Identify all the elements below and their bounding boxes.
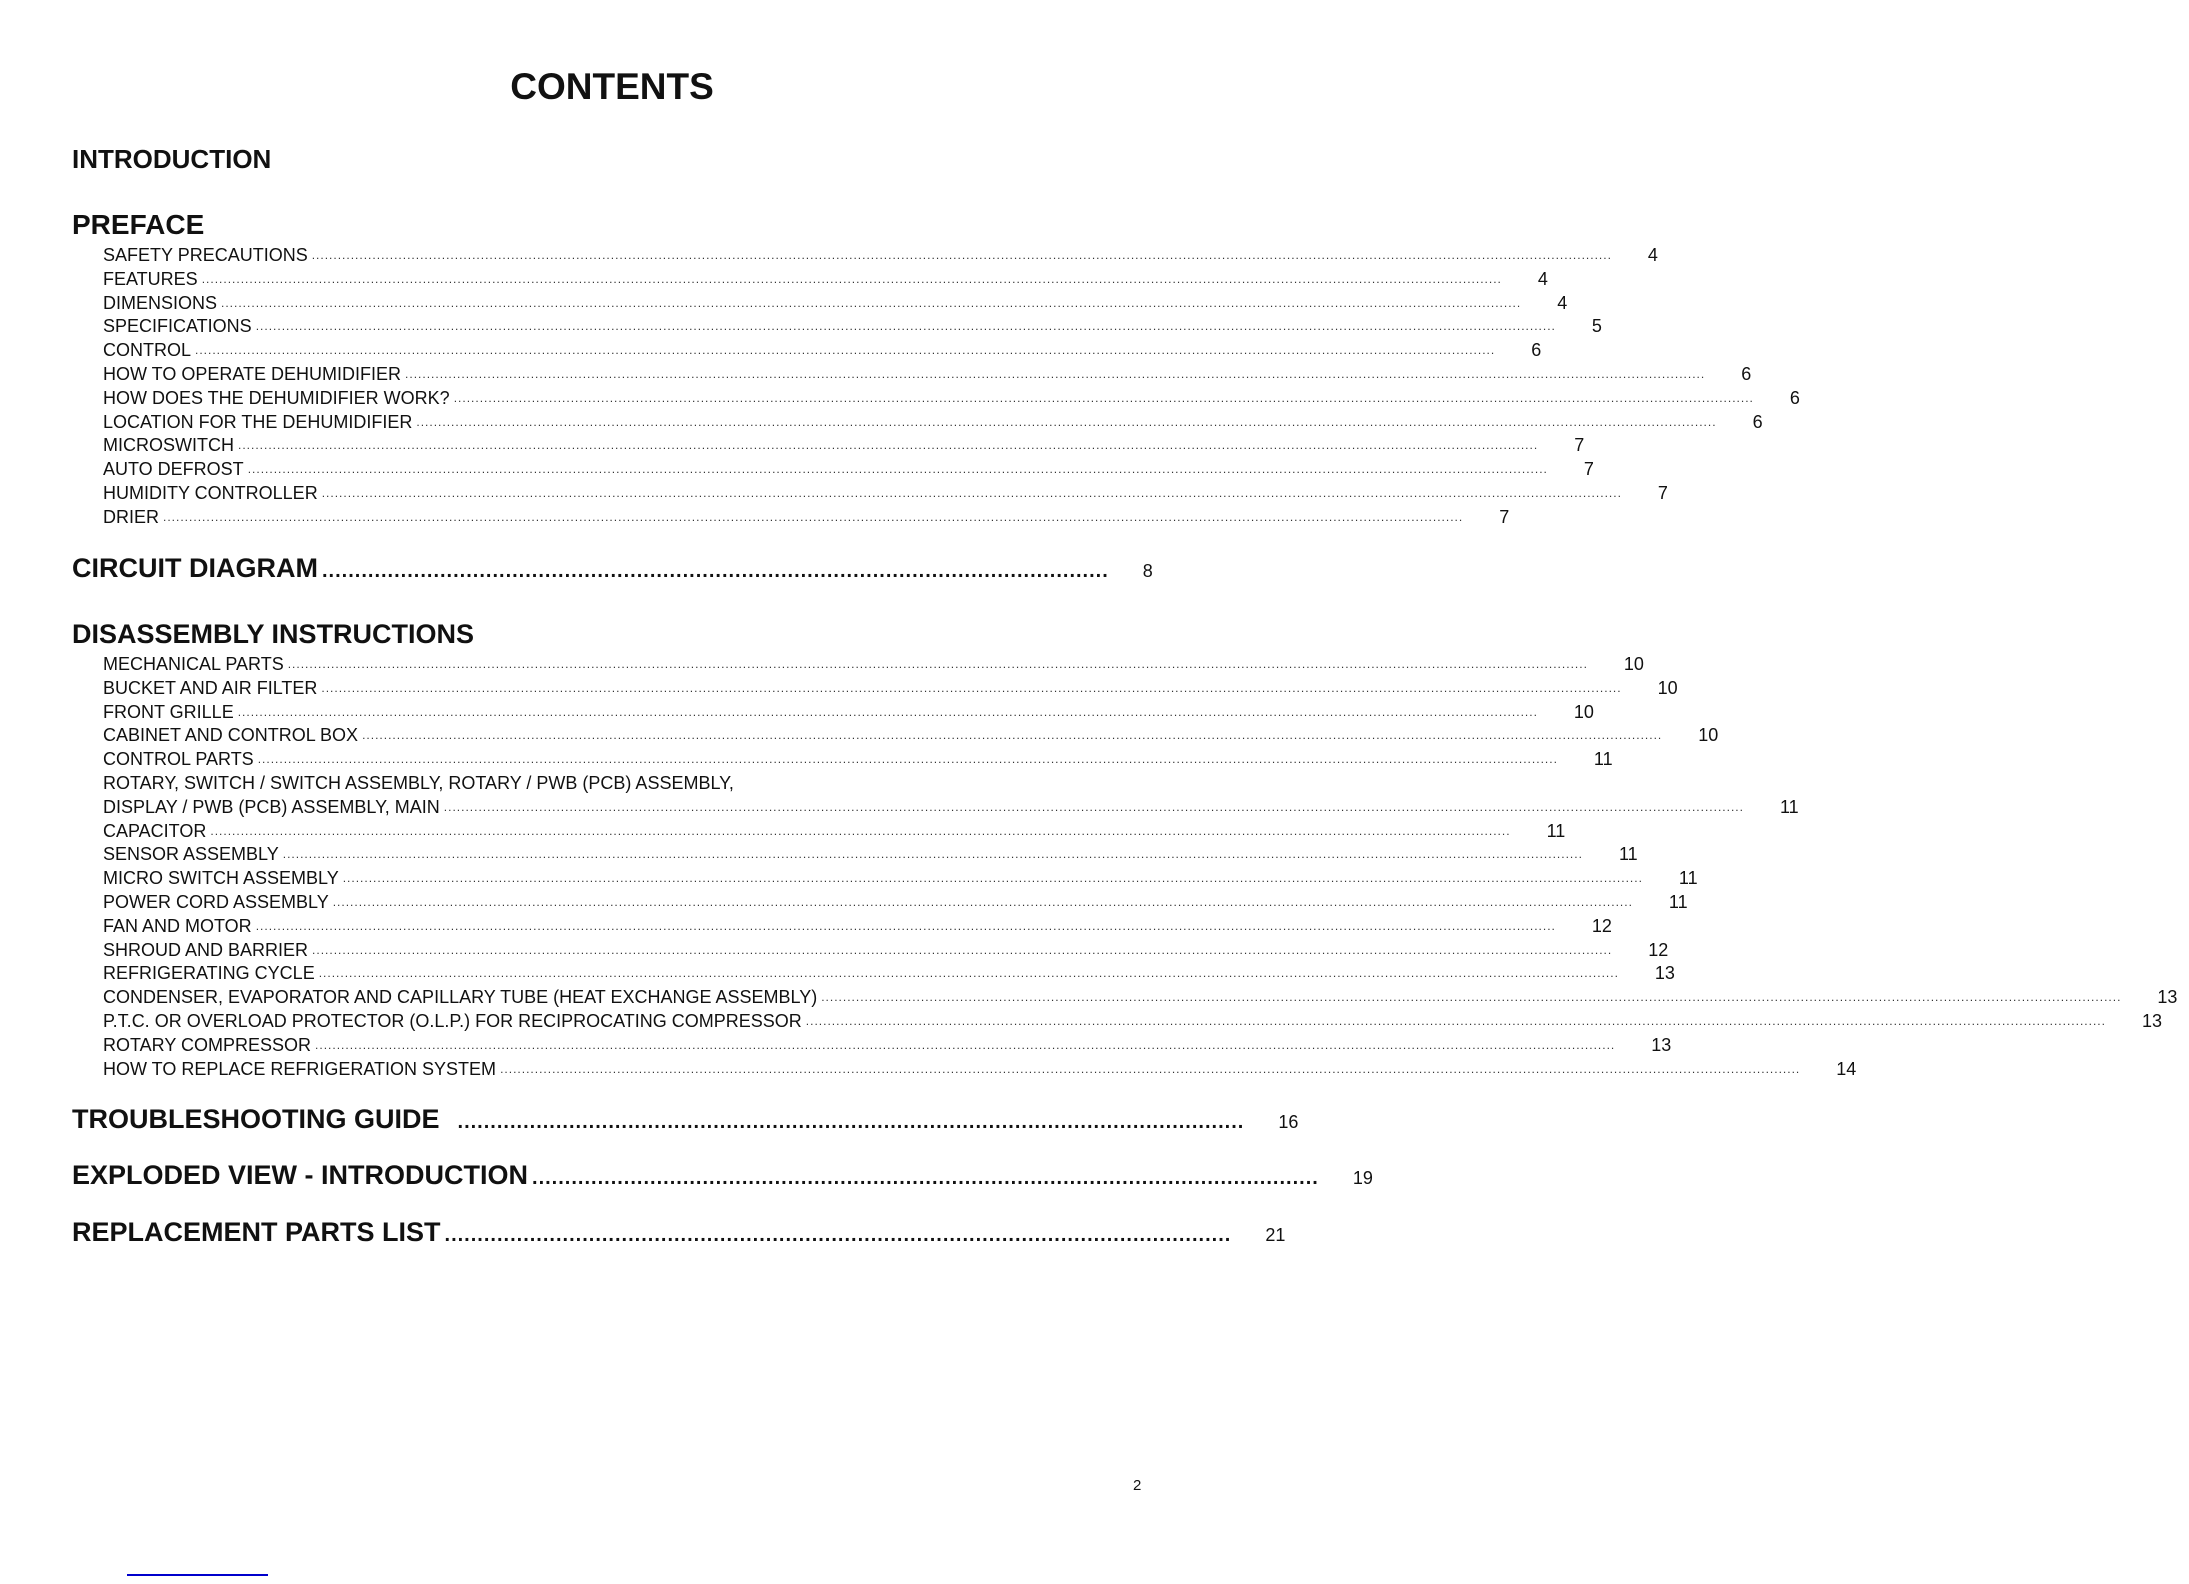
toc-entry[interactable] — [103, 986, 2178, 1010]
entry-page: 13 — [2141, 1010, 2163, 1031]
entry-page: 7 — [1657, 482, 1668, 503]
toc-exploded-view[interactable] — [72, 1160, 1373, 1191]
entry-page: 6 — [1752, 411, 1763, 432]
dot-leader: ............................................................................................................................................................................................................................................................................................................ — [332, 894, 1633, 909]
dot-leader: ............................................................................................................................................................................................................................................................................................................ — [237, 438, 1539, 453]
toc-entry[interactable] — [103, 315, 1602, 339]
dot-leader: ............................................................................................................................................................................................................................................................................................................ — [257, 752, 1558, 767]
entry-page: 11 — [1546, 820, 1566, 841]
toc-entry[interactable] — [103, 915, 1612, 939]
entry-label: SPECIFICATIONS — [103, 316, 252, 337]
entry-label: BUCKET AND AIR FILTER — [103, 677, 318, 698]
introduction-heading[interactable]: INTRODUCTION — [72, 144, 272, 174]
entry-page: 11 — [1668, 891, 1688, 912]
dot-leader: ............................................................................................................................................................................................................................................................................................................ — [315, 1037, 1616, 1052]
entry-page: 4 — [1537, 268, 1548, 289]
entry-page: 7 — [1499, 506, 1510, 527]
entry-page: 5 — [1591, 316, 1602, 337]
toc-entry[interactable] — [103, 482, 1668, 506]
entry-page: 13 — [2157, 987, 2178, 1008]
entry-label: REPLACEMENT PARTS LIST — [72, 1217, 441, 1247]
entry-label: DIMENSIONS — [103, 292, 218, 313]
entry-page: 6 — [1789, 387, 1800, 408]
entry-page: 14 — [1836, 1058, 1857, 1079]
dot-leader: ............................................................................................................................................................................................................................................................................................................ — [500, 1061, 1801, 1076]
toc-entry[interactable] — [103, 677, 1678, 701]
dot-leader: ............................................................................................................................................................................................................................................................................................................ — [311, 248, 1612, 262]
entry-page: 13 — [1654, 963, 1675, 984]
entry-page: 11 — [1779, 796, 1799, 817]
entry-page: 10 — [1573, 701, 1594, 722]
dot-leader: ............................................................................................................................................................................................................................................................................................................ — [163, 509, 1464, 524]
entry-label: CONDENSER, EVAPORATOR AND CAPILLARY TUBE (HEAT EXCHANGE ASSEMBLY) — [103, 987, 818, 1008]
entry-label: HOW TO REPLACE REFRIGERATION SYSTEM — [103, 1058, 497, 1079]
dot-leader: ............................................................................................................................................................................................................................................................................................................ — [318, 966, 1619, 981]
entry-page: 11 — [1593, 749, 1613, 770]
entry-page: 4 — [1557, 292, 1568, 313]
disassembly-heading[interactable]: DISASSEMBLY INSTRUCTIONS — [72, 619, 475, 649]
entry-label: FAN AND MOTOR — [103, 915, 252, 936]
entry-page: 19 — [1352, 1168, 1373, 1188]
entry-label: AUTO DEFROST — [103, 459, 244, 480]
dot-leader: ............................................................................................................................................................................................................................................................................................................ — [342, 871, 1643, 886]
entry-label: CONTROL — [103, 340, 192, 361]
toc-entry[interactable] — [103, 796, 1799, 820]
entry-label: HOW TO OPERATE DEHUMIDIFIER — [103, 363, 402, 384]
preface-list — [103, 244, 1800, 530]
entry-label: CIRCUIT DIAGRAM — [72, 553, 318, 583]
entry-label: FEATURES — [103, 268, 198, 289]
entry-page: 8 — [1142, 561, 1153, 581]
toc-entry[interactable] — [103, 292, 1568, 316]
toc-entry[interactable] — [103, 244, 1658, 268]
dot-leader: ............................................................................................................................................................................................................................................................................................................ — [255, 319, 1556, 334]
toc-entry[interactable] — [103, 843, 1638, 867]
toc-entry[interactable] — [103, 653, 1644, 677]
entry-label: REFRIGERATING CYCLE — [103, 963, 315, 984]
entry-label: POWER CORD ASSEMBLY — [103, 891, 329, 912]
toc-entry[interactable] — [103, 411, 1763, 435]
dot-leader: ............................................................................................................................................................................................................................................................................................................ — [321, 485, 1622, 500]
dot-leader: ............................................................................................................................................................................................................................................................................................................ — [821, 990, 2122, 1005]
entry-label: SENSOR ASSEMBLY — [103, 844, 279, 865]
dot-leader: ........................................................................................................................ — [321, 560, 1109, 582]
toc-entry[interactable] — [103, 363, 1752, 387]
entry-label: CONTROL PARTS — [103, 749, 254, 770]
dot-leader: ............................................................................................................................................................................................................................................................................................................ — [805, 1013, 2106, 1028]
toc-entry[interactable] — [103, 820, 1566, 844]
toc-entry[interactable] — [103, 939, 1669, 963]
entry-label: CAPACITOR — [103, 820, 207, 841]
dot-leader: ............................................................................................................................................................................................................................................................................................................ — [287, 657, 1588, 671]
toc-entry[interactable] — [103, 387, 1800, 411]
entry-page: 10 — [1657, 677, 1678, 698]
toc-entry[interactable] — [103, 434, 1585, 458]
toc-entry[interactable] — [103, 458, 1594, 482]
entry-page: 6 — [1531, 340, 1542, 361]
page-title: CONTENTS — [510, 66, 714, 107]
toc-entry[interactable] — [103, 506, 1510, 530]
toc-entry[interactable] — [103, 891, 1688, 915]
entry-page: 10 — [1623, 654, 1644, 674]
toc-entry[interactable] — [103, 962, 1675, 986]
preface-heading[interactable]: PREFACE — [72, 209, 205, 240]
toc-entry[interactable] — [103, 724, 1719, 748]
dot-leader: ........................................................................................................................ — [457, 1111, 1245, 1133]
entry-label: CABINET AND CONTROL BOX — [103, 725, 359, 746]
entry-page: 13 — [1651, 1034, 1672, 1055]
entry-label: SHROUD AND BARRIER — [103, 939, 309, 960]
entry-label: P.T.C. OR OVERLOAD PROTECTOR (O.L.P.) FOR RECIPROCATING COMPRESSOR — [103, 1010, 802, 1031]
entry-label: HOW DOES THE DEHUMIDIFIER WORK? — [103, 387, 450, 408]
entry-label: MECHANICAL PARTS — [103, 654, 284, 674]
entry-label: TROUBLESHOOTING GUIDE — [72, 1104, 440, 1134]
toc-entry[interactable] — [103, 772, 993, 796]
toc-entry[interactable] — [103, 867, 1698, 891]
toc-troubleshooting[interactable] — [72, 1104, 1299, 1135]
entry-label: EXPLODED VIEW - INTRODUCTION — [72, 1160, 529, 1190]
page-number: 2 — [1133, 1477, 1142, 1494]
disassembly-list — [103, 653, 2178, 1081]
entry-page: 4 — [1647, 245, 1658, 265]
entry-page: 21 — [1265, 1225, 1286, 1245]
dot-leader: ............................................................................................................................................................................................................................................................................................................ — [195, 343, 1496, 358]
dot-leader: ............................................................................................................................................................................................................................................................................................................ — [237, 704, 1538, 719]
entry-label: HUMIDITY CONTROLLER — [103, 482, 318, 503]
dot-leader: ............................................................................................................................................................................................................................................................................................................ — [312, 942, 1613, 957]
entry-label: LOCATION FOR THE DEHUMIDIFIER — [103, 411, 413, 432]
dot-leader: ............................................................................................................................................................................................................................................................................................................ — [405, 366, 1706, 381]
entry-label: DISPLAY / PWB (PCB) ASSEMBLY, MAIN — [103, 796, 440, 817]
toc-entry[interactable] — [103, 701, 1594, 725]
toc-entry[interactable] — [103, 268, 1548, 292]
toc-entry[interactable] — [103, 339, 1542, 363]
entry-label: ROTARY COMPRESSOR — [103, 1034, 312, 1055]
dot-leader: ............................................................................................................................................................................................................................................................................................................ — [416, 414, 1717, 429]
dot-leader: ............................................................................................................................................................................................................................................................................................................ — [247, 462, 1548, 477]
entry-label: ROTARY, SWITCH / SWITCH ASSEMBLY, ROTARY / PWB (PCB) ASSEMBLY, — [103, 772, 734, 793]
toc-entry[interactable] — [103, 1010, 2163, 1034]
dot-leader: ............................................................................................................................................................................................................................................................................................................ — [201, 271, 1502, 286]
dot-leader: ............................................................................................................................................................................................................................................................................................................ — [282, 847, 1583, 862]
entry-page: 16 — [1278, 1112, 1299, 1132]
entry-label: DRIER — [103, 506, 160, 527]
dot-leader: ............................................................................................................................................................................................................................................................................................................ — [221, 295, 1522, 310]
toc-entry[interactable] — [103, 1034, 1672, 1058]
entry-label: FRONT GRILLE — [103, 701, 234, 722]
entry-label: MICROSWITCH — [103, 435, 234, 456]
dot-leader: ............................................................................................................................................................................................................................................................................................................ — [321, 680, 1622, 695]
entry-page: 7 — [1583, 459, 1594, 480]
entry-page: 7 — [1574, 435, 1585, 456]
entry-page: 11 — [1678, 868, 1698, 889]
dot-leader: ............................................................................................................................................................................................................................................................................................................ — [453, 390, 1754, 405]
entry-page: 6 — [1741, 363, 1752, 384]
toc-entry[interactable] — [103, 1058, 1857, 1082]
entry-page: 12 — [1591, 915, 1612, 936]
dot-leader: ............................................................................................................................................................................................................................................................................................................ — [255, 918, 1556, 933]
dot-leader: ............................................................................................................................................................................................................................................................................................................ — [443, 799, 1744, 814]
toc-entry[interactable] — [103, 748, 1613, 772]
dot-leader: ............................................................................................................................................................................................................................................................................................................ — [210, 823, 1511, 838]
toc-replacement-parts[interactable] — [72, 1217, 1286, 1248]
entry-page: 12 — [1648, 939, 1669, 960]
dot-leader: ........................................................................................................................ — [532, 1167, 1319, 1189]
toc-circuit-diagram[interactable] — [72, 553, 1153, 584]
entry-page: 11 — [1618, 844, 1638, 865]
entry-page: 10 — [1698, 725, 1719, 746]
dot-leader: ............................................................................................................................................................................................................................................................................................................ — [362, 728, 1663, 743]
link-underline — [127, 1574, 268, 1576]
dot-leader: ........................................................................................................................ — [444, 1224, 1232, 1246]
entry-label: MICRO SWITCH ASSEMBLY — [103, 868, 339, 889]
entry-label: SAFETY PRECAUTIONS — [103, 245, 308, 265]
